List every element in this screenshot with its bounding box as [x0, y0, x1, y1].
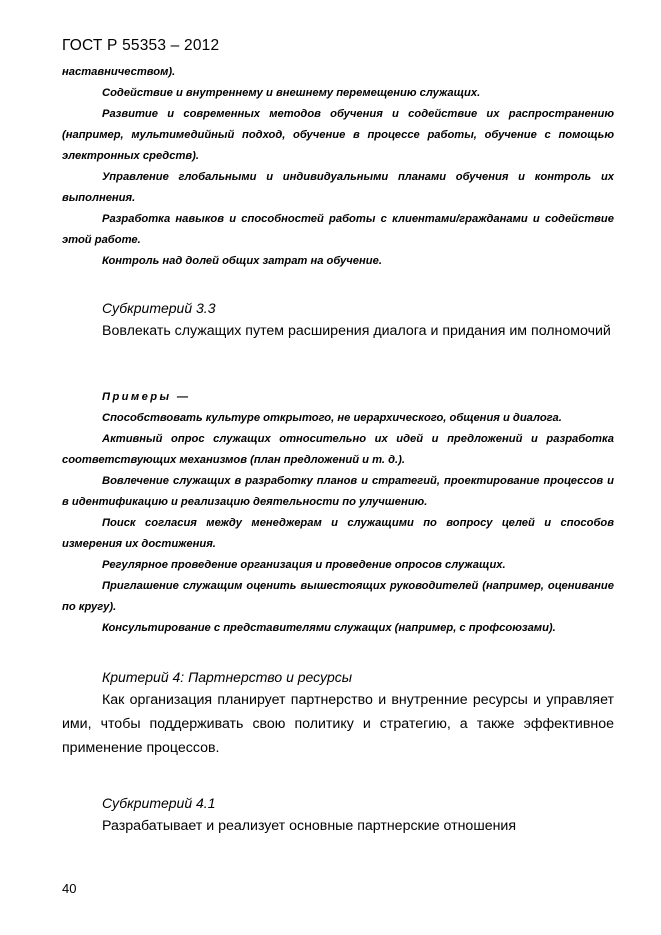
subcriterion-text: Разрабатывает и реализует основные партнерские отношения [102, 818, 517, 834]
paragraph-item: Контроль над долей общих затрат на обучение. [102, 255, 382, 267]
paragraph-item: Содействие и внутреннему и внешнему перемещению служащих. [102, 87, 481, 99]
paragraph-item: Развитие и современных методов обучения и содействие их распространению (например, мультимедийный подход, обучение в процессе работы, обучение с помощью электронных средств). [62, 108, 614, 162]
page-number: 40 [62, 881, 77, 896]
subcriterion-3-3 [62, 300, 614, 343]
document-header: ГОСТ Р 55353 – 2012 [62, 37, 220, 54]
example-item: Приглашение служащим оценить вышестоящих руководителей (например, оценивание по кругу). [62, 580, 614, 613]
criterion-title: Критерий 4: Партнерство и ресурсы [102, 669, 353, 685]
paragraph-item: Разработка навыков и способностей работы с клиентами/гражданами и содействие этой работе. [62, 213, 614, 246]
subcriterion-title: Субкритерий 4.1 [102, 795, 216, 811]
example-item: Активный опрос служащих относительно их идей и предложений и разработка соответствующих механизмов (план предложений и т. д.). [62, 433, 614, 466]
example-item: Регулярное проведение организация и проведение опросов служащих. [102, 559, 506, 571]
example-item: Консультирование с представителями служащих (например, с профсоюзами). [102, 622, 556, 634]
subcriterion-4-1 [62, 795, 614, 838]
examples-label: Примеры — [102, 391, 191, 403]
paragraph-item: Управление глобальными и индивидуальными планами обучения и контроль их выполнения. [62, 171, 614, 204]
example-item: Поиск согласия между менеджерам и служащими по вопросу целей и способов измерения их достижения. [62, 517, 614, 550]
training-measures-block [62, 62, 614, 272]
criterion-text: Как организация планирует партнерство и внутренние ресурсы и управляет ими, чтобы поддерживать свою политику и стратегию, а также эффективное применение процессов. [62, 692, 614, 756]
subcriterion-text: Вовлекать служащих путем расширения диалога и придания им полномочий [102, 323, 611, 339]
subcriterion-title: Субкритерий 3.3 [102, 300, 216, 316]
examples-block [62, 387, 614, 639]
example-item: Способствовать культуре открытого, не иерархического, общения и диалога. [102, 412, 562, 424]
paragraph-continuation: наставничеством). [62, 66, 176, 78]
criterion-4 [62, 669, 614, 760]
example-item: Вовлечение служащих в разработку планов и стратегий, проектирование процессов и в идентификацию и реализацию деятельности по улучшению. [62, 475, 614, 508]
